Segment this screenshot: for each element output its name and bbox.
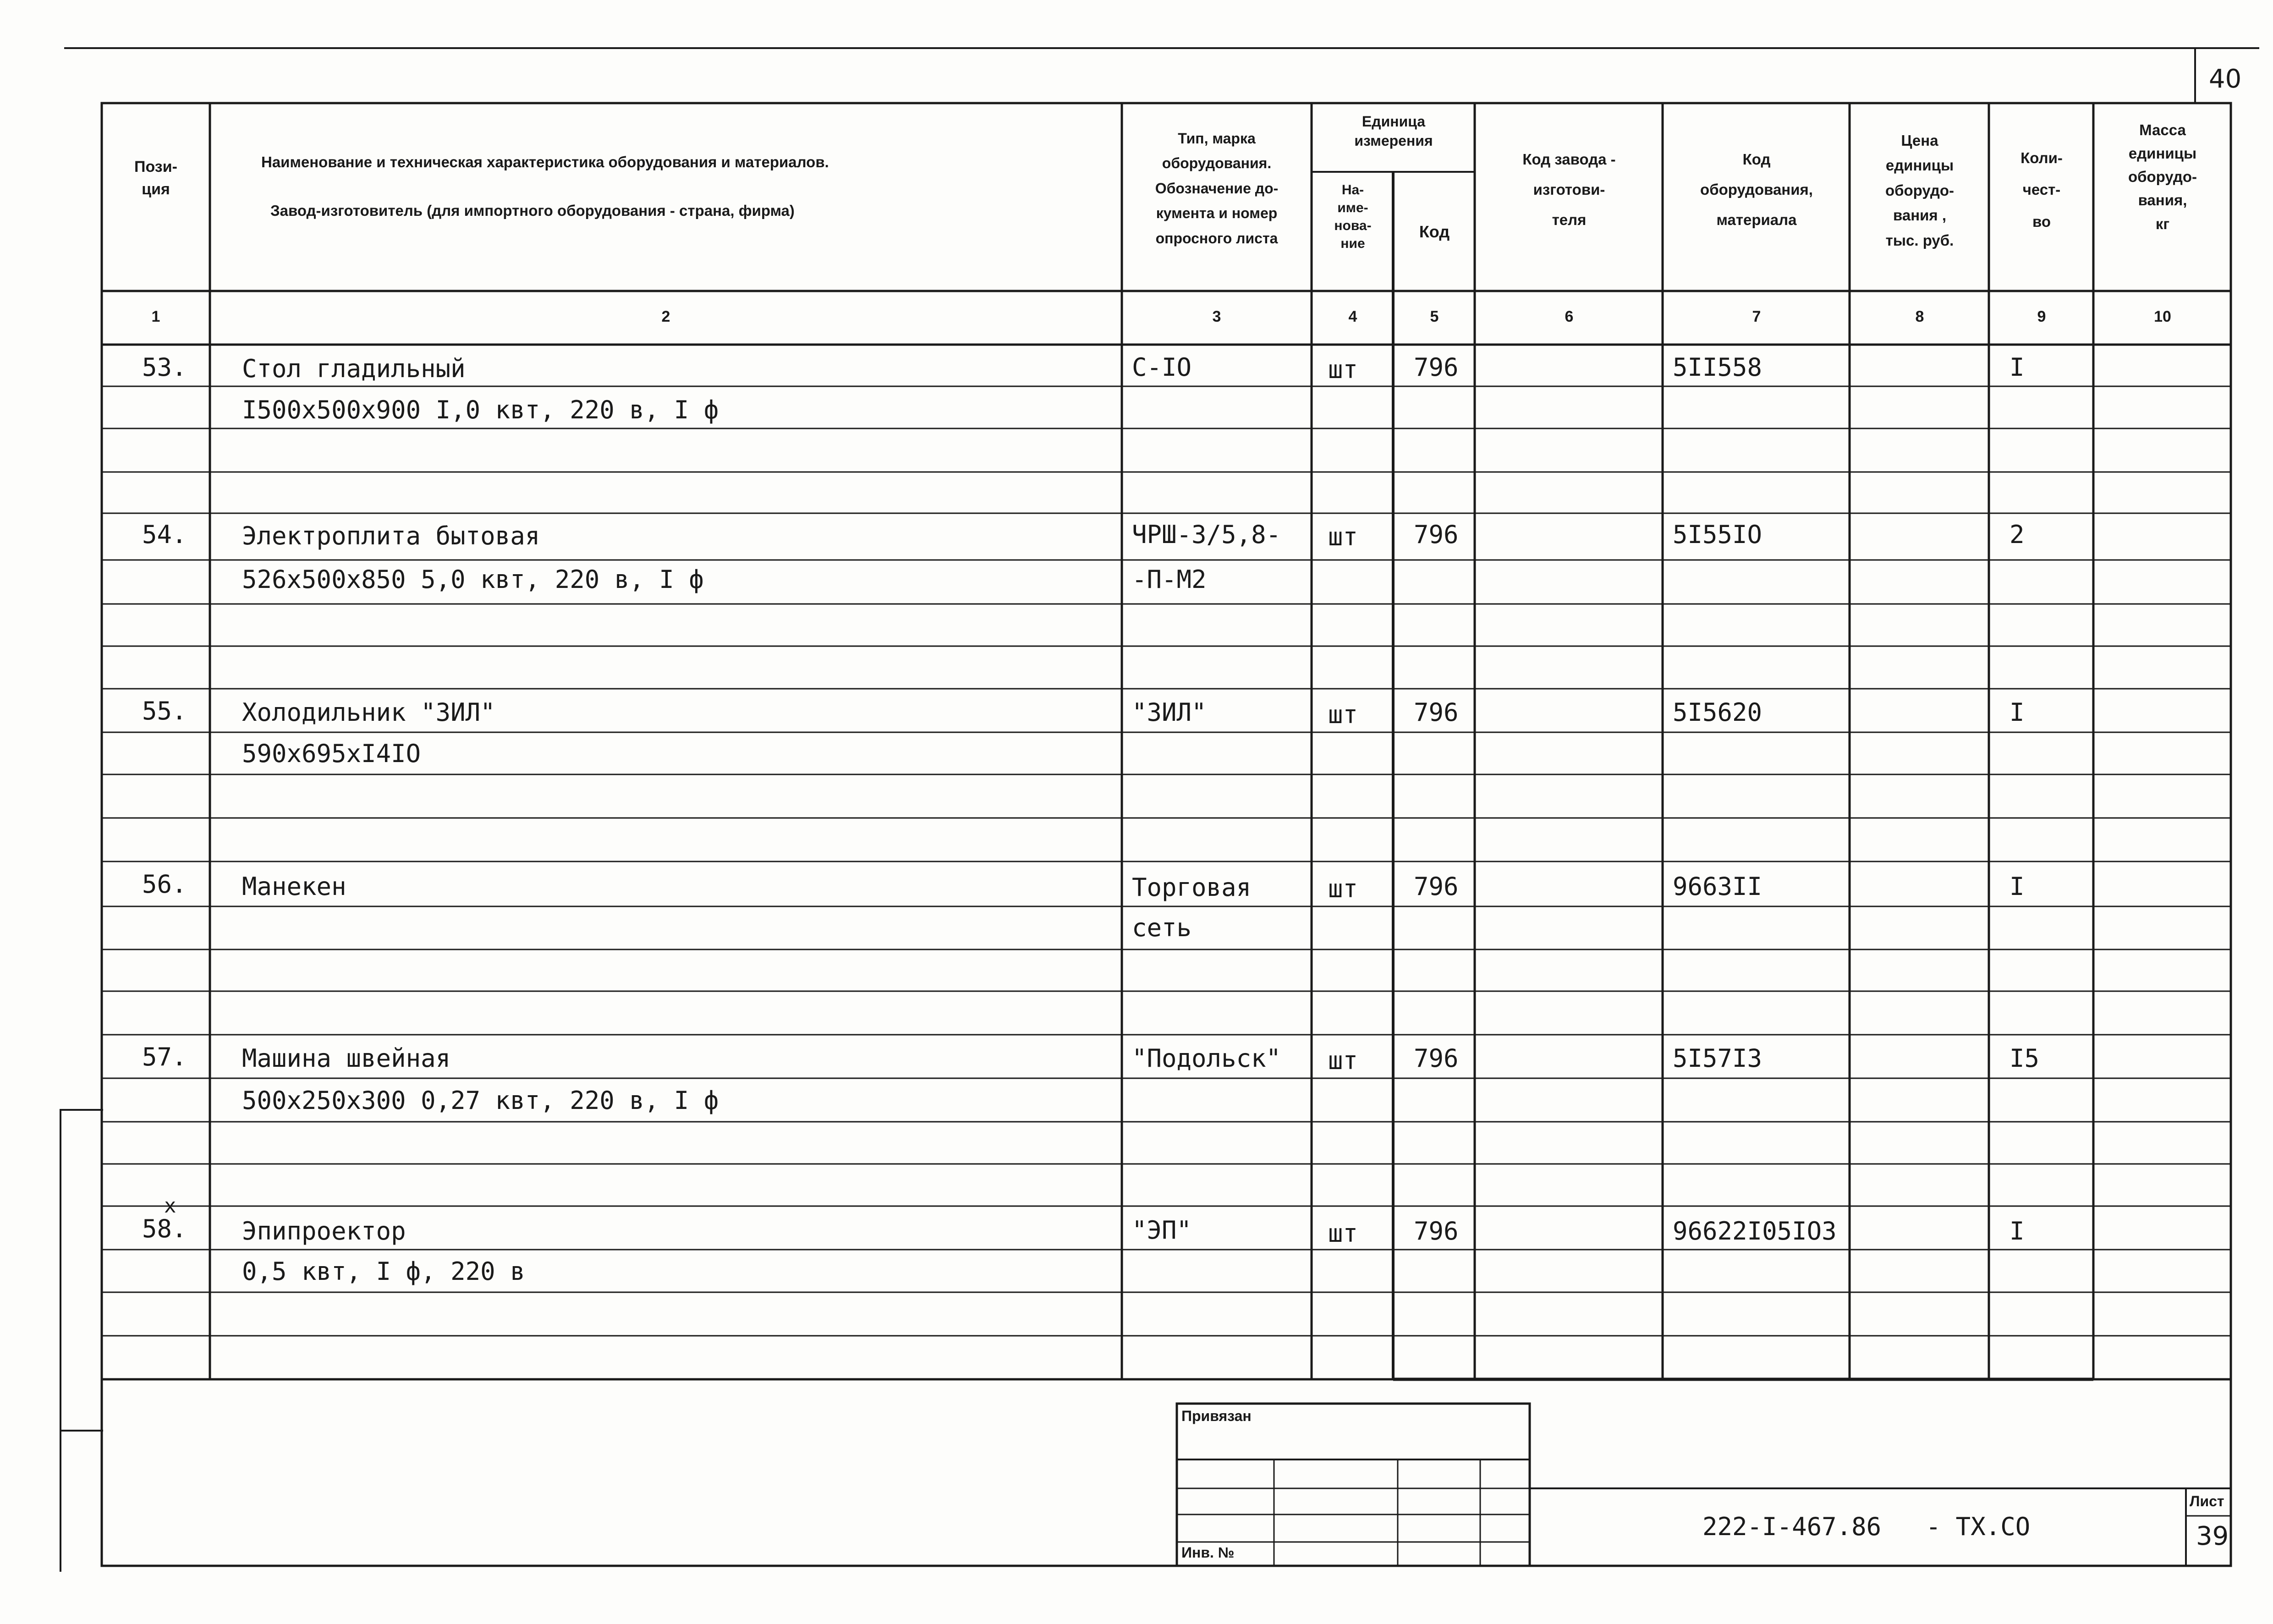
- row-unit-code: 796: [1414, 353, 1459, 382]
- column-number: 3: [1212, 308, 1221, 325]
- row-name: Стол гладильный: [242, 354, 466, 383]
- header-unit-code: Код: [1419, 222, 1450, 241]
- row-position: 57.: [142, 1042, 187, 1071]
- top-sheet-number: 40: [2209, 64, 2242, 94]
- row-unit-code: 796: [1414, 520, 1459, 549]
- row-unit-code: 796: [1414, 1217, 1459, 1245]
- row-type: С-IО: [1132, 353, 1192, 382]
- row-type: "ЭП": [1132, 1216, 1192, 1245]
- row-spec: 500x250x300 0,27 квт, 220 в, I ф: [242, 1086, 719, 1115]
- header-unit: Единица измерения: [1354, 113, 1433, 149]
- column-number: 10: [2154, 308, 2171, 325]
- header-name: Наименование и техническая характеристика оборудования и материалов.: [261, 154, 829, 170]
- header-position: Пози- ция: [134, 158, 177, 198]
- row-equipment-code: 5I5620: [1673, 698, 1762, 727]
- row-unit: шт: [1328, 522, 1358, 551]
- row-spec: 526x500x850 5,0 квт, 220 в, I ф: [242, 565, 704, 594]
- row-equipment-code: 96622I05IО3: [1673, 1217, 1837, 1245]
- header-manufacturer: Завод-изготовитель (для импортного оборудования - страна, фирма): [270, 202, 795, 219]
- row-quantity: I5: [2009, 1044, 2040, 1073]
- row-name: Машина швейная: [242, 1044, 451, 1073]
- row-quantity: I: [2009, 698, 2025, 727]
- position-mark: x: [164, 1194, 176, 1218]
- bound-label: Привязан: [1181, 1408, 1252, 1424]
- inventory-label: Инв. №: [1181, 1544, 1235, 1561]
- row-position: 58.: [142, 1214, 187, 1243]
- header-unit-name: На- име- нова- ние: [1334, 182, 1372, 251]
- row-name: Электроплита бытовая: [242, 521, 540, 550]
- row-spec: 0,5 квт, I ф, 220 в: [242, 1257, 525, 1286]
- column-number: 5: [1430, 308, 1439, 325]
- column-number: 6: [1565, 308, 1574, 325]
- row-unit: шт: [1328, 355, 1358, 384]
- row-unit: шт: [1328, 1219, 1358, 1248]
- row-quantity: I: [2009, 872, 2025, 901]
- header-factory-code: Код завода - изготови- теля: [1522, 151, 1616, 228]
- row-unit: шт: [1328, 874, 1358, 903]
- row-spec: 590x695xI4IО: [242, 739, 421, 768]
- row-quantity: I: [2009, 353, 2025, 382]
- row-type: "ЗИЛ": [1132, 698, 1207, 727]
- row-unit-code: 796: [1414, 698, 1459, 727]
- document-code: 222-I-467.86 - ТХ.СО: [1702, 1512, 2031, 1541]
- column-number: 9: [2037, 308, 2046, 325]
- row-equipment-code: 5I57I3: [1673, 1044, 1762, 1073]
- header-price: Цена единицы оборудо- вания , тыс. руб.: [1885, 132, 1955, 249]
- row-unit-code: 796: [1414, 1044, 1459, 1073]
- row-position: 55.: [142, 697, 187, 725]
- row-position: 54.: [142, 520, 187, 549]
- header-type: Тип, марка оборудования. Обозначение до- кумента и номер опросного листа: [1155, 130, 1279, 247]
- row-quantity: I: [2009, 1217, 2025, 1245]
- row-spec: I500x500x900 I,0 квт, 220 в, I ф: [242, 395, 719, 424]
- header-quantity: Коли- чест- во: [2020, 149, 2063, 230]
- row-unit: шт: [1328, 1046, 1358, 1075]
- row-type-continued: сеть: [1132, 913, 1192, 942]
- sheet-number: 39: [2196, 1521, 2229, 1551]
- header-equipment-code: Код оборудования, материала: [1700, 151, 1813, 228]
- column-number: 4: [1348, 308, 1357, 325]
- column-number: 1: [151, 308, 160, 325]
- row-unit-code: 796: [1414, 872, 1459, 901]
- row-name: Холодильник "ЗИЛ": [242, 698, 495, 727]
- row-equipment-code: 5I55IО: [1673, 520, 1762, 549]
- row-equipment-code: 5II558: [1673, 353, 1762, 382]
- column-number: 8: [1915, 308, 1924, 325]
- header-mass: Масса единицы оборудо- вания, кг: [2128, 121, 2197, 232]
- sheet-label: Лист: [2190, 1493, 2224, 1509]
- column-number: 2: [661, 308, 670, 325]
- row-position: 53.: [142, 353, 187, 382]
- row-unit: шт: [1328, 700, 1358, 729]
- row-name: Манекен: [242, 872, 346, 901]
- row-equipment-code: 9663II: [1673, 872, 1762, 901]
- row-type-continued: -П-М2: [1132, 565, 1207, 594]
- row-quantity: 2: [2009, 520, 2025, 549]
- row-position: 56.: [142, 870, 187, 899]
- row-type: Торговая: [1132, 873, 1252, 902]
- column-number: 7: [1752, 308, 1761, 325]
- row-name: Эпипроектор: [242, 1217, 406, 1245]
- row-type: "Подольск": [1132, 1044, 1281, 1073]
- row-type: ЧРШ-3/5,8-: [1132, 520, 1281, 549]
